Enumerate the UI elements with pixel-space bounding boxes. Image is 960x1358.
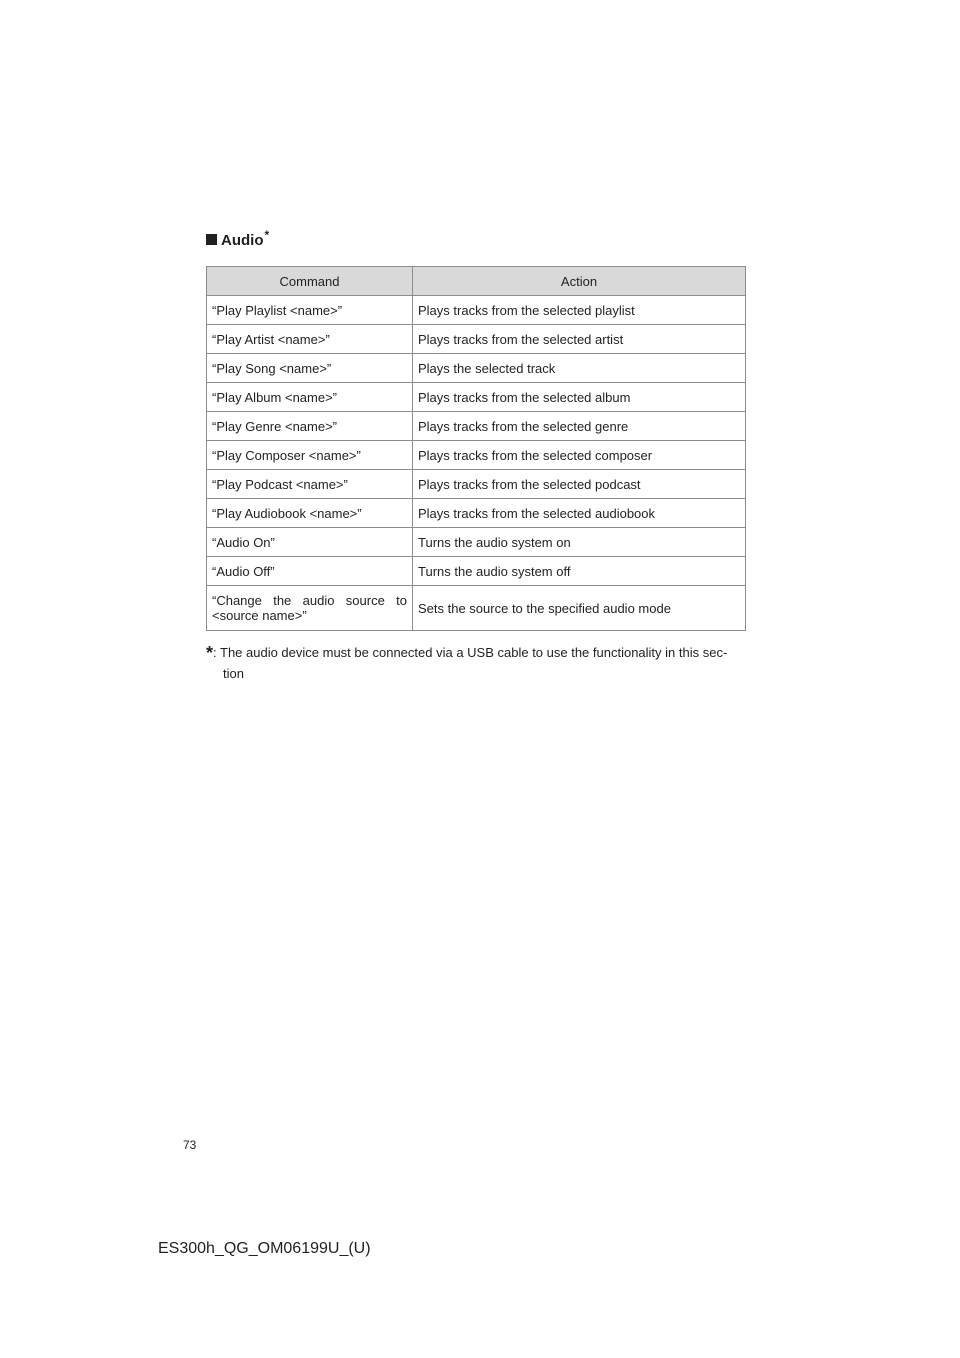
command-cell: “Play Podcast <name>” [207,470,413,499]
command-cell: “Audio On” [207,528,413,557]
document-id: ES300h_QG_OM06199U_(U) [158,1240,371,1257]
command-table [206,266,746,631]
command-cell: “Play Composer <name>” [207,441,413,470]
table-row [207,528,746,557]
command-cell: “Play Song <name>” [207,354,413,383]
table-row [207,441,746,470]
footnote-text-line1: : The audio device must be connected via a USB cable to use the functionality in this sec- [213,645,728,660]
header-command: Command [207,267,413,296]
table-header-row [207,267,746,296]
table-row [207,499,746,528]
footnote-text-line2: tion [223,666,244,681]
command-cell: “Play Audiobook <name>” [207,499,413,528]
footnote [206,641,746,684]
header-action: Action [413,267,746,296]
command-cell: “Audio Off” [207,557,413,586]
action-cell: Turns the audio system off [413,557,746,586]
command-cell: “Play Album <name>” [207,383,413,412]
square-bullet-icon [206,234,217,245]
section-heading [206,228,270,249]
action-cell: Plays tracks from the selected podcast [413,470,746,499]
table-row [207,325,746,354]
action-cell: Plays tracks from the selected composer [413,441,746,470]
section-title: Audio [221,232,264,249]
table-row [207,296,746,325]
action-cell: Sets the source to the specified audio mode [413,586,746,631]
action-cell: Plays tracks from the selected playlist [413,296,746,325]
table-row [207,354,746,383]
table-row [207,383,746,412]
table-row [207,470,746,499]
action-cell: Plays tracks from the selected artist [413,325,746,354]
action-cell: Plays the selected track [413,354,746,383]
action-cell: Turns the audio system on [413,528,746,557]
table-row [207,557,746,586]
command-cell: “Change the audio source to <source name>” [207,586,413,631]
command-cell: “Play Artist <name>” [207,325,413,354]
action-cell: Plays tracks from the selected album [413,383,746,412]
action-cell: Plays tracks from the selected audiobook [413,499,746,528]
command-cell: “Play Genre <name>” [207,412,413,441]
footnote-marker: * [264,228,270,242]
action-cell: Plays tracks from the selected genre [413,412,746,441]
footnote-star: * [206,643,214,663]
table-row [207,586,746,631]
table-row [207,412,746,441]
command-cell: “Play Playlist <name>” [207,296,413,325]
page-number: 73 [183,1138,197,1152]
